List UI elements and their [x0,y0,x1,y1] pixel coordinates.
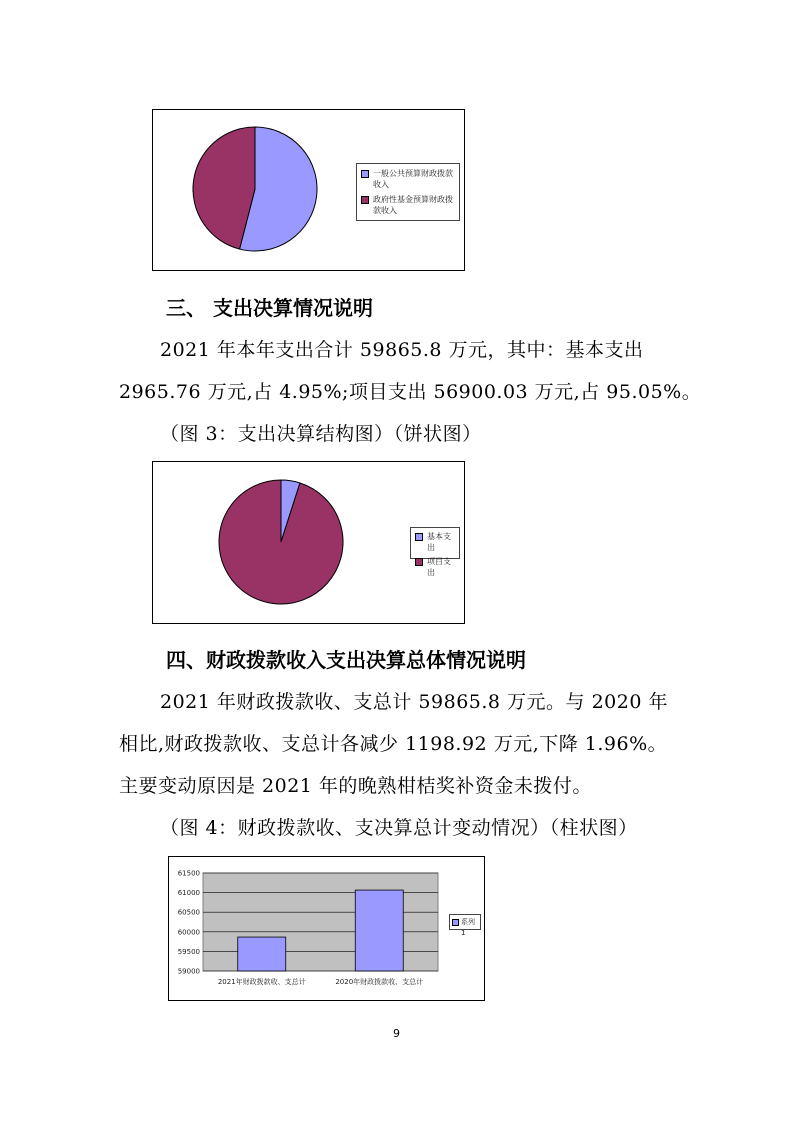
chart3-bar [238,937,286,971]
chart3-x-tick-label: 2020年财政拨款收、支总计 [335,978,424,986]
chart3-y-tick-label: 60500 [177,908,200,917]
section4-paragraph-line1: 2021 年财政拨款收、支总计 59865.8 万元。与 2020 年 [160,691,668,713]
chart2-legend-item [415,531,455,553]
chart2-frame [152,461,465,624]
page-number: 9 [393,1027,400,1040]
chart3-legend-item [452,917,478,939]
chart1-legend-label-1: 政府性基金预算财政拨款收入 [373,195,453,215]
chart3-y-axis [178,870,200,976]
chart1-legend-label-0: 一般公共预算财政拨款收入 [373,169,453,189]
section3-paragraph-line2: 2965.76 万元,占 4.95%;项目支出 56900.03 万元,占 95.05%。 [119,381,702,403]
legend-swatch-icon [452,919,459,926]
chart1-legend-item [361,168,455,190]
chart1-legend-item [361,194,455,216]
chart3-y-tick-label: 61000 [177,889,200,898]
chart3-y-tick-label: 59500 [177,947,200,956]
section4-paragraph-line2: 相比,财政拨款收、支总计各减少 1198.92 万元,下降 1.96%。 [119,733,668,755]
chart2-slice-project [219,480,343,604]
chart2-legend-item [415,556,455,578]
legend-swatch-icon [415,533,423,541]
chart1-frame [152,109,465,271]
legend-swatch-icon [415,558,423,566]
chart3-bar-chart [169,857,484,1000]
chart3-y-tick-label: 59000 [177,967,200,976]
section3-figure-caption: （图 3：支出决算结构图）（饼状图） [160,423,482,445]
legend-swatch-icon [361,170,369,178]
chart3-x-tick-label: 2021年财政拨款收、支总计 [217,978,306,986]
chart2-legend [410,527,460,577]
chart2-legend-label-1: 项目支出 [427,557,451,577]
chart2-legend-label-0: 基本支出 [427,532,451,552]
section3-heading: 三、 支出决算情况说明 [166,296,373,320]
chart3-legend [449,914,481,937]
section3-paragraph-line1: 2021 年本年支出合计 59865.8 万元，其中：基本支出 [160,339,644,361]
chart3-x-axis [218,977,423,986]
chart3-y-tick-label: 60000 [177,928,200,937]
chart3-y-tick-label: 61500 [177,869,200,878]
section4-heading: 四、财政拨款收入支出决算总体情况说明 [166,648,526,672]
chart3-bar [355,890,403,971]
section4-paragraph-line3: 主要变动原因是 2021 年的晚熟柑桔奖补资金未拨付。 [119,775,592,797]
section4-figure-caption: （图 4：财政拨款收、支决算总计变动情况）（柱状图） [160,817,638,839]
chart1-legend [356,163,460,221]
chart3-legend-label: 系列1 [461,918,475,937]
chart3-frame [168,856,485,1001]
legend-swatch-icon [361,196,369,204]
